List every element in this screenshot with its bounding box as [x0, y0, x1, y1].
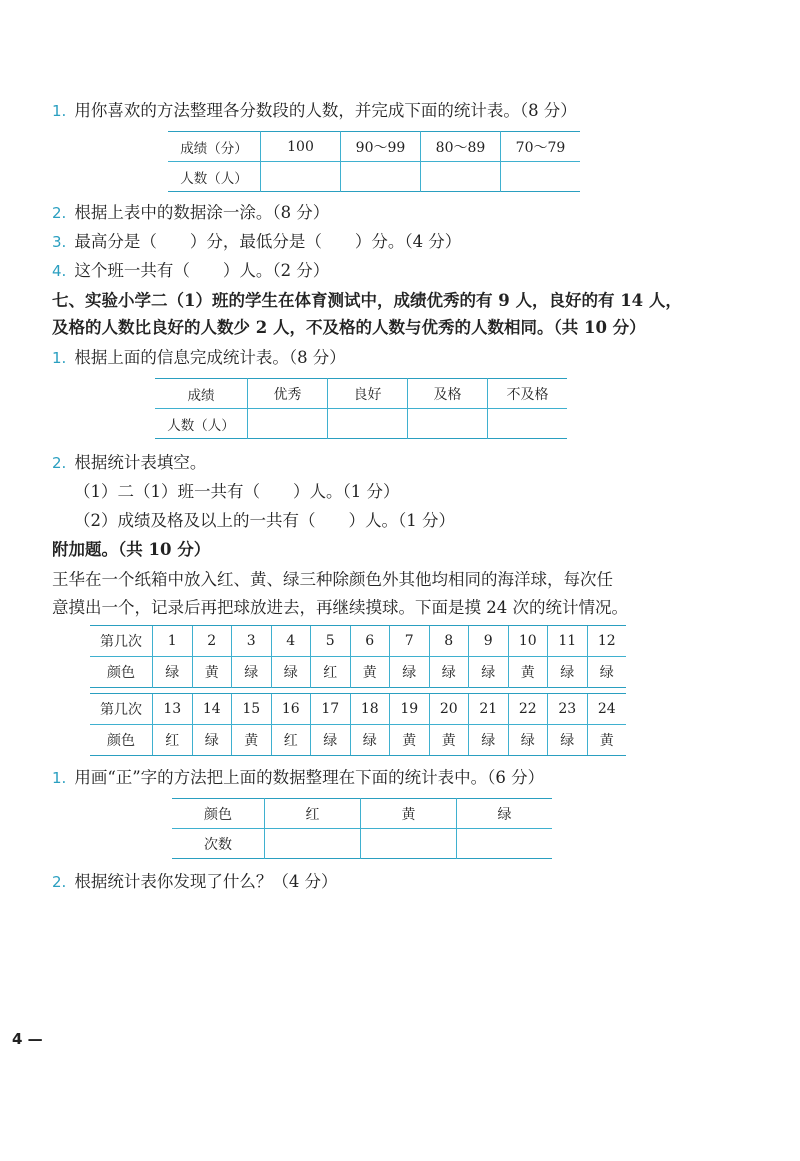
table-header-cell: 黄	[361, 799, 457, 829]
row-label: 第几次	[90, 626, 153, 657]
table-row-label: 人数（人）	[168, 162, 261, 192]
answer-cell[interactable]	[408, 409, 488, 439]
question-text: 用画“正”字的方法把上面的数据整理在下面的统计表中。（6 分）	[74, 768, 545, 787]
draw-number: 11	[548, 626, 588, 657]
table-header-cell: 良好	[328, 379, 408, 409]
draw-color: 绿	[548, 725, 588, 756]
draw-color: 绿	[469, 725, 509, 756]
table-header-cell: 颜色	[204, 806, 232, 823]
table-header-cell: 成绩	[187, 387, 215, 404]
answer-cell[interactable]	[265, 829, 361, 859]
question-number: 1.	[52, 102, 67, 120]
question-text: 最高分是（ ）分，最低分是（ ）分。（4 分）	[74, 232, 462, 251]
draw-number: 10	[508, 626, 548, 657]
draw-color: 绿	[192, 725, 232, 756]
answer-cell[interactable]	[457, 829, 553, 859]
draw-number: 2	[192, 626, 232, 657]
answer-cell[interactable]	[501, 162, 581, 192]
question-number: 2.	[52, 204, 67, 222]
question-number: 1.	[52, 349, 67, 367]
answer-cell[interactable]	[261, 162, 341, 192]
row-label: 颜色	[90, 725, 153, 756]
draw-number: 1	[153, 626, 193, 657]
question-number: 1.	[52, 769, 67, 787]
question-text: 根据上面的信息完成统计表。（8 分）	[74, 348, 346, 367]
draw-number: 22	[508, 694, 548, 725]
question-text: 这个班一共有（ ）人。（2 分）	[74, 261, 330, 280]
draw-number: 14	[192, 694, 232, 725]
question-2	[52, 202, 329, 224]
draw-number: 16	[271, 694, 311, 725]
question-number: 2.	[52, 873, 67, 891]
draw-number: 23	[548, 694, 588, 725]
section-7-line-1: 七、实验小学二（1）班的学生在体育测试中，成绩优秀的有 9 人，良好的有 14 人，	[52, 291, 682, 310]
draw-color: 黄	[587, 725, 626, 756]
draw-color: 绿	[232, 657, 272, 688]
question-number: 4.	[52, 262, 67, 280]
draw-number: 21	[469, 694, 509, 725]
table-header-cell: 80～89	[421, 132, 501, 162]
grade-table	[155, 378, 567, 439]
draw-record-table	[90, 625, 626, 756]
draw-number: 15	[232, 694, 272, 725]
table-row-label: 人数（人）	[155, 409, 248, 439]
table-header-cell: 100	[261, 132, 341, 162]
draw-color: 绿	[508, 725, 548, 756]
table-header-cell: 优秀	[248, 379, 328, 409]
draw-color: 绿	[350, 725, 390, 756]
draw-number: 3	[232, 626, 272, 657]
draw-color: 绿	[311, 725, 351, 756]
draw-number: 12	[587, 626, 626, 657]
row-label: 第几次	[90, 694, 153, 725]
sub-question-1: （1）二（1）班一共有（ ）人。（1 分）	[74, 482, 400, 501]
extra-paragraph-line-1: 王华在一个纸箱中放入红、黄、绿三种除颜色外其他均相同的海洋球，每次任	[52, 570, 613, 589]
question-text: 根据统计表你发现了什么？（4 分）	[74, 872, 338, 891]
draw-color: 绿	[271, 657, 311, 688]
question-text: 用你喜欢的方法整理各分数段的人数，并完成下面的统计表。（8 分）	[74, 101, 577, 120]
question-number: 3.	[52, 233, 67, 251]
draw-color: 红	[271, 725, 311, 756]
table-header-cell: 70～79	[501, 132, 581, 162]
draw-color: 黄	[192, 657, 232, 688]
draw-color: 红	[311, 657, 351, 688]
draw-color: 黄	[508, 657, 548, 688]
extra-paragraph-line-2: 意摸出一个，记录后再把球放进去，再继续摸球。下面是摸 24 次的统计情况。	[52, 598, 628, 617]
draw-color: 绿	[548, 657, 588, 688]
answer-cell[interactable]	[341, 162, 421, 192]
draw-number: 5	[311, 626, 351, 657]
draw-color: 绿	[469, 657, 509, 688]
question-text: 根据统计表填空。	[74, 453, 207, 472]
table-header-cell: 及格	[408, 379, 488, 409]
answer-cell[interactable]	[421, 162, 501, 192]
draw-color: 绿	[587, 657, 626, 688]
extra-title: 附加题。（共 10 分）	[52, 540, 211, 559]
draw-color: 黄	[232, 725, 272, 756]
draw-color: 绿	[390, 657, 430, 688]
table-header-cell: 成绩（分）	[180, 140, 248, 157]
draw-color: 绿	[429, 657, 469, 688]
answer-cell[interactable]	[361, 829, 457, 859]
answer-cell[interactable]	[328, 409, 408, 439]
section-7-question-2	[52, 452, 206, 474]
table-header-cell: 不及格	[488, 379, 568, 409]
extra-question-1	[52, 767, 544, 789]
draw-number: 20	[429, 694, 469, 725]
question-number: 2.	[52, 454, 67, 472]
draw-color: 黄	[390, 725, 430, 756]
answer-cell[interactable]	[488, 409, 568, 439]
draw-color: 红	[153, 725, 193, 756]
draw-number: 4	[271, 626, 311, 657]
question-1	[52, 100, 577, 122]
draw-color: 黄	[429, 725, 469, 756]
page-number: 4 —	[12, 1030, 43, 1048]
question-4	[52, 260, 329, 282]
draw-color: 黄	[350, 657, 390, 688]
section-7-question-1	[52, 347, 346, 369]
draw-number: 18	[350, 694, 390, 725]
draw-color: 绿	[153, 657, 193, 688]
draw-number: 8	[429, 626, 469, 657]
table-header-cell: 绿	[457, 799, 553, 829]
table-header-cell: 90～99	[341, 132, 421, 162]
tally-table	[172, 798, 552, 859]
draw-number: 6	[350, 626, 390, 657]
table-row-label: 次数	[172, 829, 265, 859]
draw-number: 9	[469, 626, 509, 657]
table-header-cell: 红	[265, 799, 361, 829]
draw-number: 7	[390, 626, 430, 657]
question-3	[52, 231, 461, 253]
row-label: 颜色	[90, 657, 153, 688]
draw-number: 24	[587, 694, 626, 725]
draw-number: 17	[311, 694, 351, 725]
draw-number: 19	[390, 694, 430, 725]
answer-cell[interactable]	[248, 409, 328, 439]
draw-number: 13	[153, 694, 193, 725]
question-text: 根据上表中的数据涂一涂。（8 分）	[74, 203, 330, 222]
score-table	[168, 131, 580, 192]
extra-question-2	[52, 871, 338, 893]
section-7-line-2: 及格的人数比良好的人数少 2 人，不及格的人数与优秀的人数相同。（共 10 分）	[52, 318, 646, 337]
sub-question-2: （2）成绩及格及以上的一共有（ ）人。（1 分）	[74, 511, 455, 530]
